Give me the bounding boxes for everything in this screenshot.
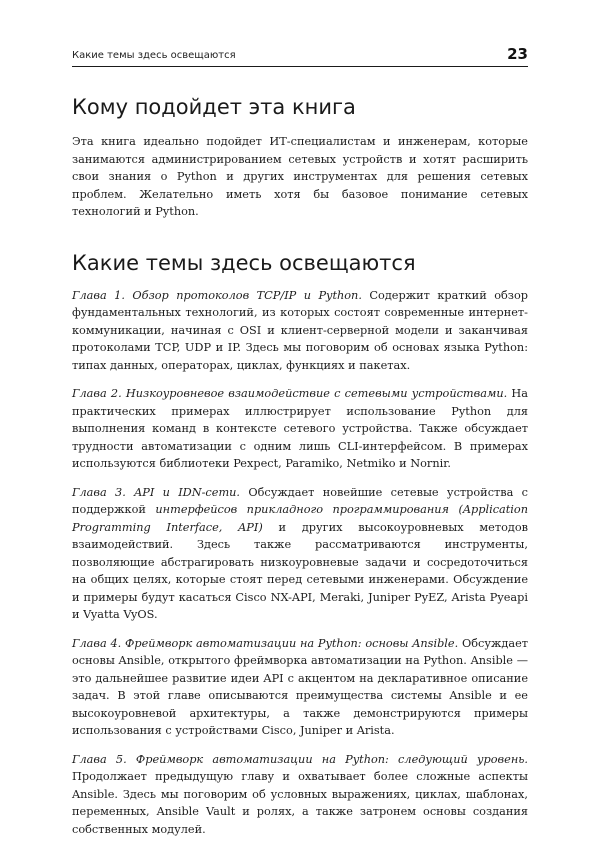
chapter-description: Обсуждает основы Ansible, открытого фреймворка автоматизации на Python. Ansible — это дальнейшее развитие идеи API с акцентом на декларативное описание задач. В этой главе описываются преимущества системы Ansible и ее высокоуровневой архитектуры, а также демонстрируются примеры использования с устройствами Cisco, Juniper и Arista. (72, 636, 529, 737)
chapter-description: Обсуждает новейшие сетевые устройства с поддержкой (72, 485, 529, 516)
section-heading-topics: Какие темы здесь освещаются (72, 250, 416, 275)
page-number: 23 (507, 45, 528, 63)
chapter-title: Глава 5. Фреймворк автоматизации на Python: следующий уровень. (72, 752, 528, 766)
chapter-description: На практических примерах иллюстрирует использование Python для выполнения команд в контексте сетевого устройства. Также обсуждает трудности автоматизации с одним лишь CLI-интерфейсом. В примерах используются библиотеки Pexpect, Paramiko, Netmiko и Nornir. (72, 387, 528, 470)
chapter-summary (72, 385, 528, 473)
chapter-description: Содержит краткий обзор фундаментальных технологий, из которых состоят современные интернет-коммуникации, начиная с OSI и клиент-серверной модели и заканчивая протоколами TCP, UDP и IP. Здесь мы поговорим об основах языка Python: типах данных, операторах, циклах, функциях и пакетах. (72, 288, 528, 372)
running-title: Какие темы здесь освещаются (72, 50, 236, 61)
audience-paragraph: Эта книга идеально подойдет ИТ-специалистам и инженерам, которые занимаются администрированием сетевых устройств и хотят расширить свои знания о Python и других инструментах для решения сетевых проблем. Желательно иметь хотя бы базовое понимание сетевых технологий и Python. (72, 135, 528, 218)
chapter-title: Глава 3. API и IDN-сети. (72, 485, 241, 499)
chapter-description-continued: и других высокоуровневых методов взаимодействий. Здесь также рассматриваются инструменты, позволяющие абстрагировать низкоуровневые задачи и сосредоточиться на общих целях, которые стоят перед сетевыми инженерами. Обсуждение и примеры будут касаться Cisco NX-API, Meraki, Juniper PyEZ, Arista Pyeapi и Vyatta VyOS. (72, 520, 528, 621)
page-header (72, 44, 528, 67)
chapter-api-term: интерфейсов прикладного программирования (Application Programming Interface, API) (72, 503, 528, 534)
chapter-title: Глава 4. Фреймворк автоматизации на Python: основы Ansible. (72, 636, 459, 650)
chapter-description: Продолжает предыдущую главу и охватывает более сложные аспекты Ansible. Здесь мы поговорим об условных выражениях, циклах, шаблонах, переменных, Ansible Vault и ролях, а также затронем основы создания собственных модулей. (72, 770, 528, 836)
chapter-title: Глава 1. Обзор протоколов TCP/IP и Python. (72, 288, 362, 302)
section-heading-audience: Кому подойдет эта книга (72, 95, 356, 119)
chapter-title: Глава 2. Низкоуровневое взаимодействие с сетевыми устройствами. (72, 387, 508, 400)
chapter-summary (72, 751, 528, 839)
page-content (72, 95, 528, 849)
chapter-summary (72, 484, 528, 624)
chapter-summary (72, 287, 528, 375)
chapter-summary (72, 635, 528, 740)
